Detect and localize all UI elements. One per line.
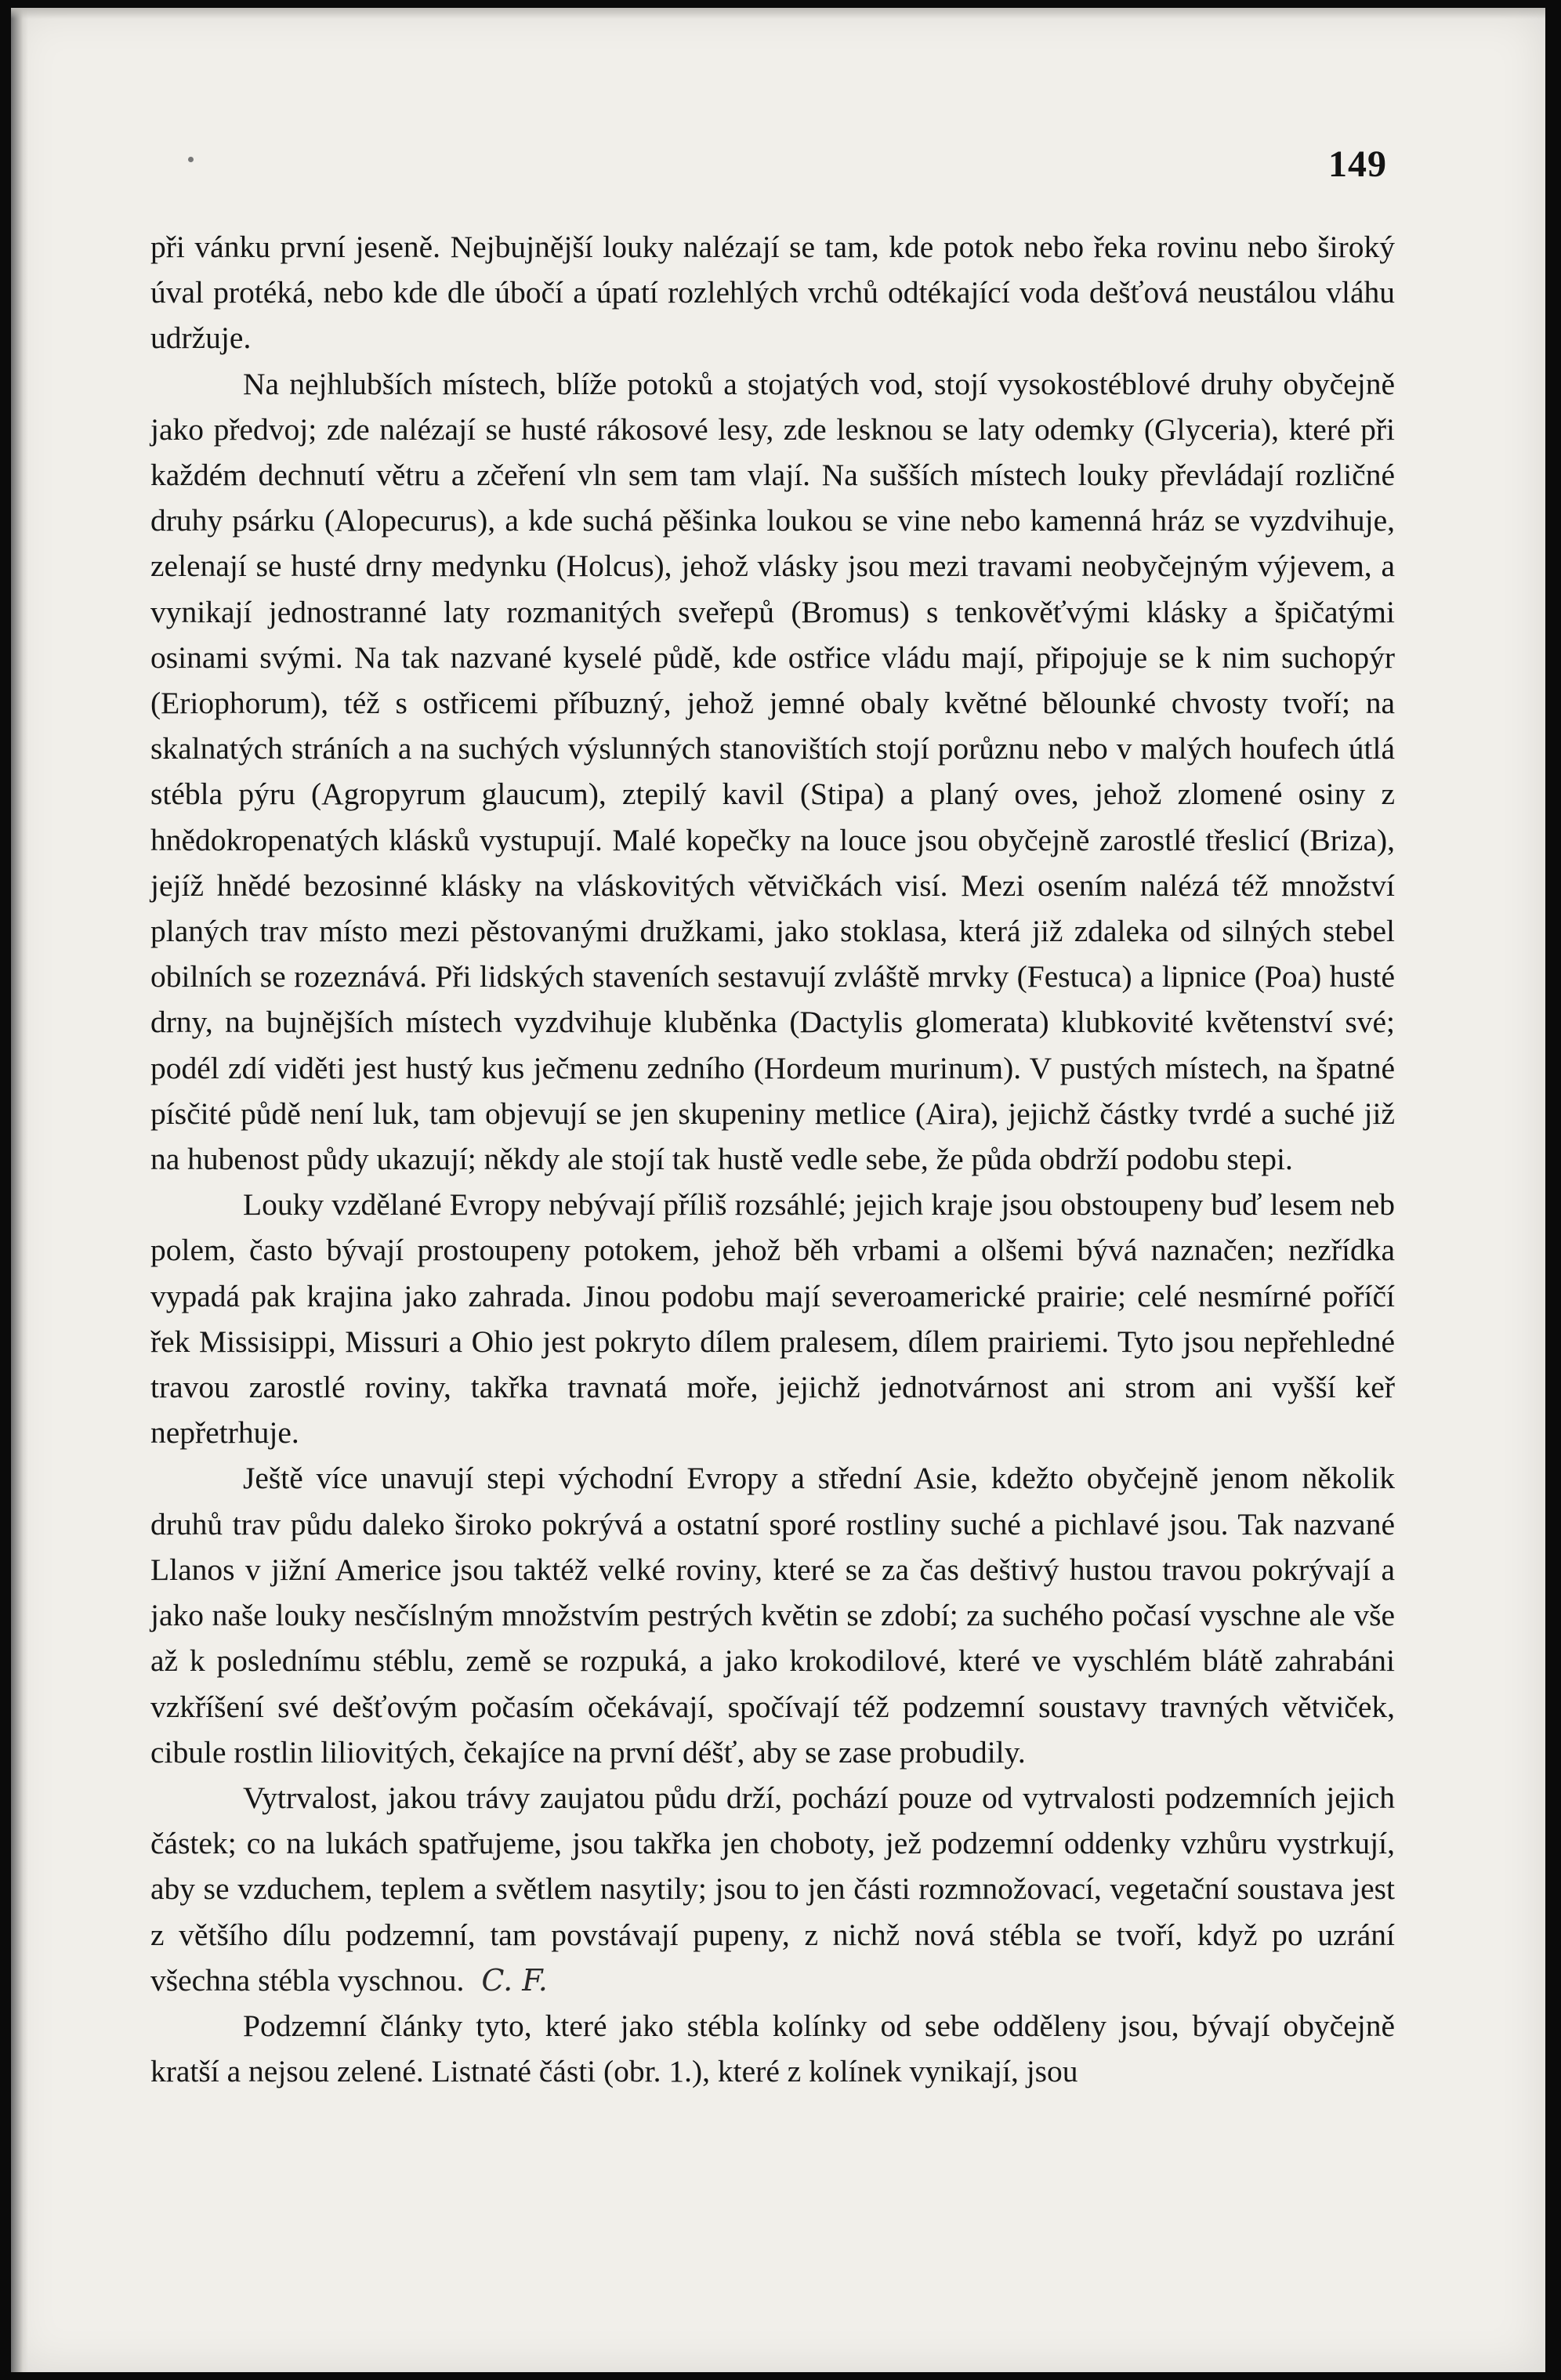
paragraph-2: Na nejhlubších místech, blíže potoků a stojatých vod, stojí vysokostéblové druhy obyčejně jako předvoj; zde nalézají se husté rákosové lesy, zde lesknou se laty odemky (Glyceria), které při každém dechnutí větru a zčeření vln sem tam vlají. Na sušších místech louky převládají rozličné druhy psárku (Alopecurus), a kde suchá pěšinka loukou se vine nebo kamenná hráz se vyzdvihuje, zelenají se husté drny medynku (Holcus), jehož vlásky jsou mezi travami neobyčejným výjevem, a vynikají jednostranné laty rozmanitých sveřepů (Bromus) s tenkověťvými klásky a špičatými osinami svými. Na tak nazvané kyselé půdě, kde ostřice vládu mají, připojuje se k nim suchopýr (Eriophorum), též s ostřicemi příbuzný, jehož jemné obaly květné bělounké chvosty tvoří; na skalnatých stráních a na suchých výslunných stanovištích stojí porůznu nebo v malých houfech útlá stébla pýru (Agropyrum glaucum), ztepilý kavil (Stipa) a planý oves, jehož zlomené osiny z hnědokropenatých klásků vystupují. Malé kopečky na louce jsou obyčejně zarostlé třeslicí (Briza), jejíž hnědé bezosinné klásky na vláskovitých větvičkách visí. Mezi osením nalézá též množství planých trav místo mezi pěstovanými družkami, jako stoklasa, která již zdaleka od silných stebel obilních se rozeznává. Při lidských staveních sestavují zvláště mrvky (Festuca) a lipnice (Poa) husté drny, na bujnějších místech vyzdvihuje kluběnka (Dactylis glomerata) klubkovité květenství své; podél zdí viděti jest hustý kus ječmenu zedního (Hordeum murinum). V pustých místech, na špatné písčité půdě není luk, tam objevují se jen skupeniny metlice (Aira), jejichž částky tvrdé a suché již na hubenost půdy ukazují; někdy ale stojí tak hustě vedle sebe, že půda obdrží podobu stepi. — [150, 366, 1395, 1177]
paragraph-5-text: Vytrvalost, jakou trávy zaujatou půdu drží, pochází pouze od vytrvalosti podzemních jejich částek; co na lukách spatřujeme, jsou takřka jen choboty, jež podzemní oddenky vzhůru vystrkují, aby se vzduchem, teplem a světlem nasytily; jsou to jen části rozmnožovací, vegetační soustava jest z většího dílu podzemní, tam povstávají pupeny, z nichž nová stébla se tvoří, když po uzrání všechna stébla vyschnou. — [150, 1780, 1395, 1998]
ink-dot — [188, 157, 194, 162]
body-text — [150, 224, 1395, 2094]
page-number: 149 — [1328, 143, 1387, 185]
top-edge-shadow — [11, 8, 1545, 19]
handwritten-initials: C. F. — [481, 1962, 548, 1998]
book-page — [11, 8, 1545, 2372]
paragraph-3: Louky vzdělané Evropy nebývají příliš rozsáhlé; jejich kraje jsou obstoupeny buď lesem neb polem, často bývají prostoupeny potokem, jehož běh vrbami a olšemi bývá naznačen; nezřídka vypadá pak krajina jako zahrada. Jinou podobu mají severoamerické prairie; celé nesmírné poříčí řek Missisippi, Missuri a Ohio jest pokryto dílem pralesem, dílem prairiemi. Tyto jsou nepřehledné travou zarostlé roviny, takřka travnatá moře, jejichž jednotvárnost ani strom ani vyšší keř nepřetrhuje. — [150, 1187, 1395, 1451]
paragraph-4: Ještě více unavují stepi východní Evropy a střední Asie, kdežto obyčejně jenom několik druhů trav půdu daleko široko pokrývá a ostatní sporé rostliny suché a pichlavé jsou. Tak nazvané Llanos v jižní Americe jsou taktéž velké roviny, které se za čas deštivý hustou travou pokrývají a jako naše louky nesčíslným množstvím pestrých květin se zdobí; za suchého počasí vyschne ale vše až k poslednímu stéblu, země se rozpuká, a jako krokodilové, které ve vyschlém blátě zahrabáni vzkříšení své dešťovým počasím očekávají, spočívají též podzemní soustavy travných větviček, cibule rostlin liliovitých, čekajíce na první déšť, aby se zase probudily. — [150, 1461, 1395, 1770]
paragraph-5 — [150, 1775, 1395, 2003]
paragraph-1: při vánku první jeseně. Nejbujnější louky nalézají se tam, kde potok nebo řeka rovinu nebo široký úval protéká, nebo kde dle úbočí a úpatí rozlehlých vrchů odtékající voda dešťová neustálou vláhu udržuje. — [150, 230, 1395, 356]
binding-shadow — [11, 8, 28, 2372]
paragraph-6: Podzemní články tyto, které jako stébla kolínky od sebe odděleny jsou, bývají obyčejně kratší a nejsou zelené. Listnaté části (obr. 1.), které z kolínek vynikají, jsou — [150, 2008, 1395, 2089]
